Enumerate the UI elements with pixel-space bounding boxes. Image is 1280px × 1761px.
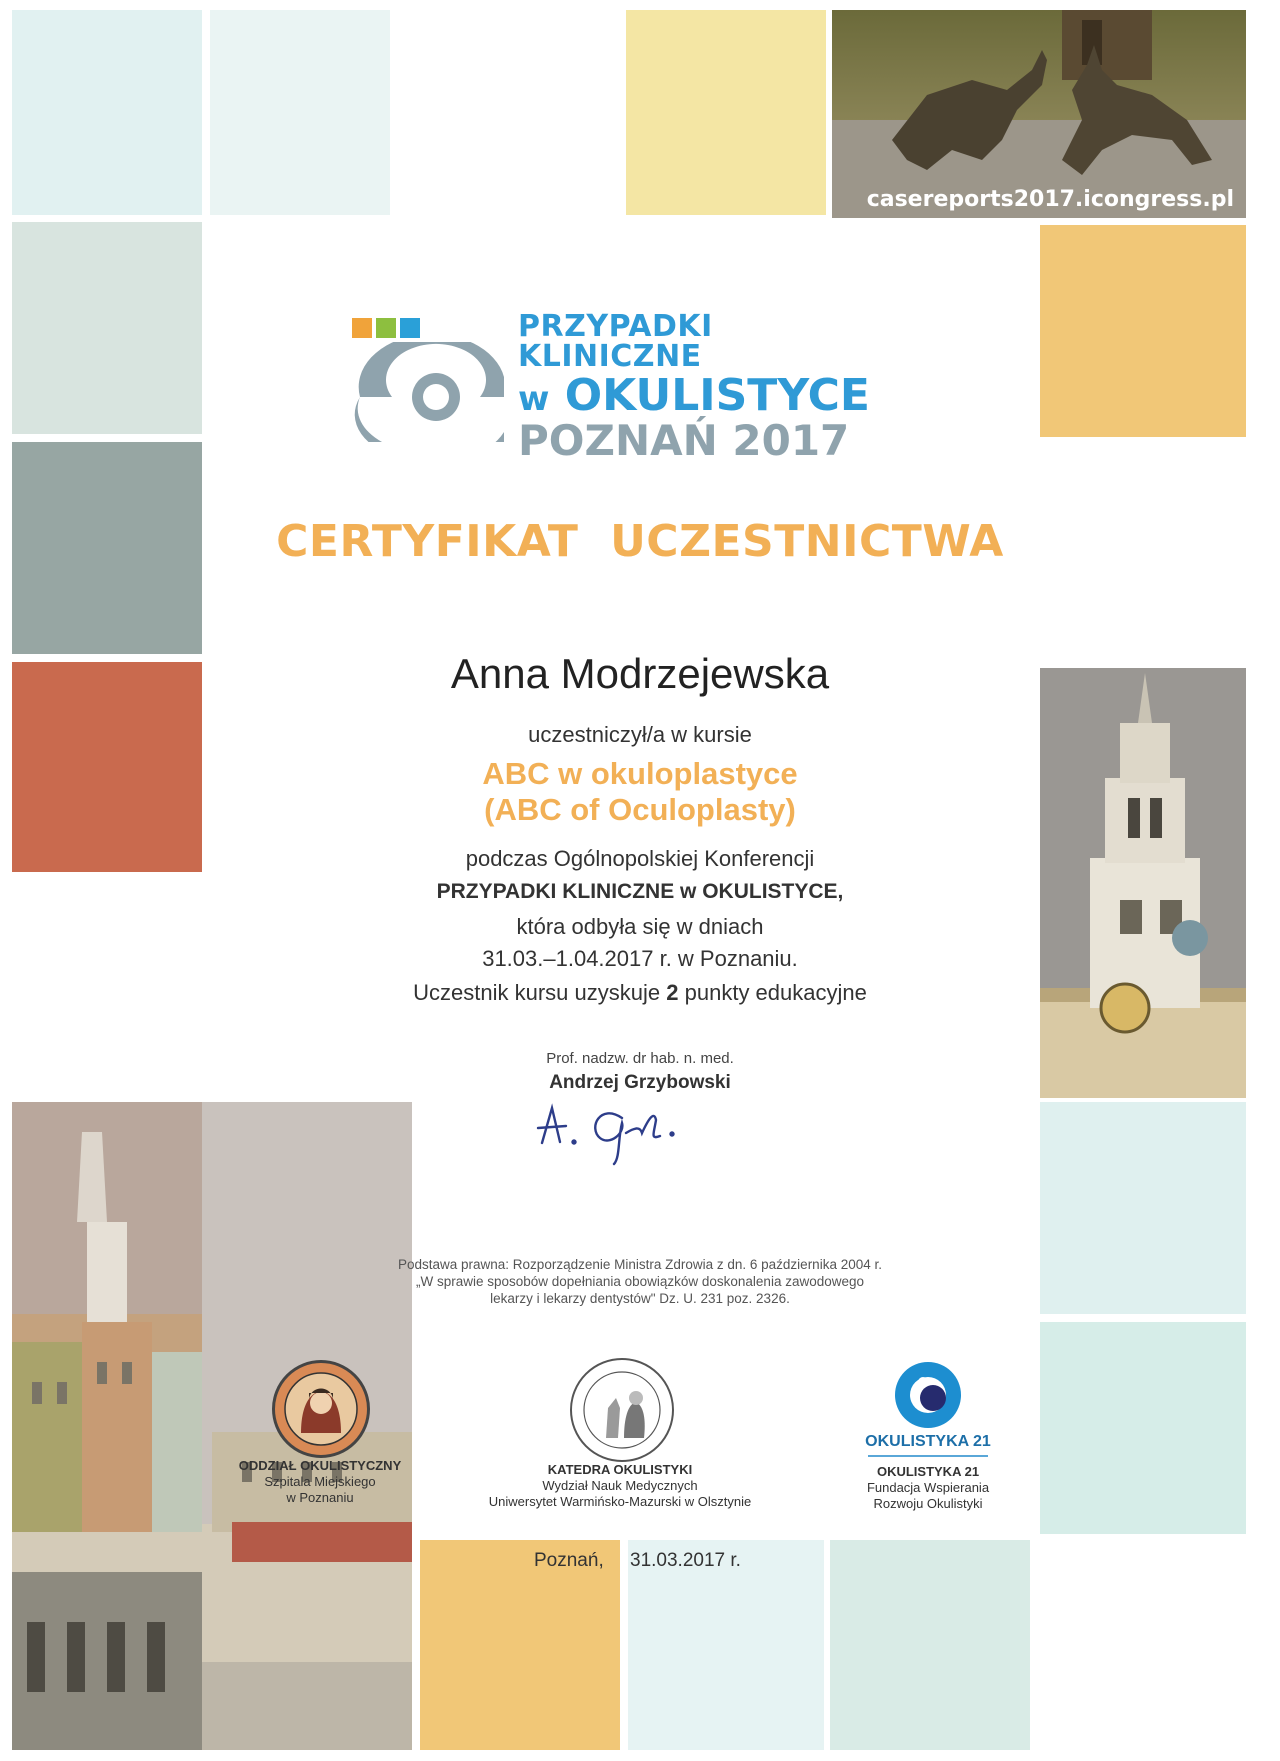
hospital-seal xyxy=(272,1360,370,1458)
issue-date: 31.03.2017 r. xyxy=(630,1550,741,1571)
signatory-title: Prof. nadzw. dr hab. n. med. xyxy=(546,1050,734,1067)
okulistyka21-logo-underline xyxy=(868,1455,988,1457)
participant-name: Anna Modrzejewska xyxy=(450,650,830,697)
legal-basis-line-3: lekarzy i lekarzy dentystów" Dz. U. 231 poz. 2326. xyxy=(490,1291,790,1306)
organizer-hospital xyxy=(210,1458,430,1506)
organizer-university-line-1: Wydział Nauk Medycznych xyxy=(542,1478,698,1493)
held-text: która odbyła się w dniach xyxy=(516,914,764,939)
logo-square-orange xyxy=(352,318,372,338)
tile-gold-right xyxy=(1040,225,1246,437)
tile-mint-right-2 xyxy=(1040,1322,1246,1534)
tile-yellow-top xyxy=(626,10,826,215)
organizer-foundation-line-1: Fundacja Wspierania xyxy=(866,1480,990,1495)
logo-line-3: POZNAŃ 2017 xyxy=(518,416,850,465)
place-label: Poznań, xyxy=(534,1550,604,1571)
legal-basis xyxy=(0,1256,1280,1307)
organizer-university-line-2: Uniwersytet Warmińsko-Mazurski w Olsztynie xyxy=(488,1494,752,1509)
organizer-university-name: KATEDRA OKULISTYKI xyxy=(547,1462,693,1477)
signatory-name: Andrzej Grzybowski xyxy=(549,1072,731,1093)
points-line xyxy=(0,980,1280,1006)
course-title-en: (ABC of Oculoplasty) xyxy=(484,792,796,827)
points-text-before: Uczestnik kursu uzyskuje xyxy=(413,980,661,1005)
legal-basis-line-1: Podstawa prawna: Rozporządzenie Ministra Zdrowia z dn. 6 października 2004 r. xyxy=(397,1257,882,1272)
legal-basis-line-2: „W sprawie sposobów dopełniania obowiązków doskonalenia zawodowego xyxy=(415,1274,865,1289)
organizer-hospital-line-1: Szpitala Miejskiego xyxy=(264,1474,376,1489)
university-seal xyxy=(570,1358,674,1462)
participated-text: uczestniczył/a w kursie xyxy=(528,722,752,747)
course-title-pl: ABC w okuloplastyce xyxy=(482,756,798,791)
eye-icon xyxy=(352,342,512,442)
logo-square-green xyxy=(376,318,396,338)
conference-logo xyxy=(352,309,900,465)
goats-statue-photo xyxy=(832,10,1246,218)
logo-line-2 xyxy=(518,370,900,421)
logo-line-1: PRZYPADKI KLINICZNE xyxy=(518,309,713,374)
handwritten-signature xyxy=(530,1098,700,1168)
points-text-after: punkty edukacyjne xyxy=(684,980,867,1005)
organizer-hospital-name: ODDZIAŁ OKULISTYCZNY xyxy=(238,1458,402,1473)
okulistyka21-eye-icon xyxy=(893,1360,963,1430)
tile-light-grey xyxy=(12,222,202,434)
organizer-foundation xyxy=(838,1464,1018,1512)
points-value: 2 xyxy=(666,980,679,1005)
organizer-hospital-line-2: w Poznaniu xyxy=(286,1490,354,1505)
organizer-university xyxy=(470,1462,770,1510)
logo-line-2-prefix: w xyxy=(518,379,550,419)
dates-place: 31.03.–1.04.2017 r. w Poznaniu. xyxy=(482,946,798,971)
tile-mint-top-left xyxy=(12,10,202,215)
tile-light-bottom xyxy=(830,1540,1030,1750)
tile-mint-top xyxy=(210,10,390,215)
during-text: podczas Ogólnopolskiej Konferencji xyxy=(465,846,815,871)
okulistyka21-logo-text: OKULISTYKA 21 xyxy=(865,1433,991,1450)
organizer-foundation-line-2: Rozwoju Okulistyki xyxy=(873,1496,983,1511)
logo-square-blue xyxy=(400,318,420,338)
certificate-title: CERTYFIKAT UCZESTNICTWA xyxy=(276,516,1004,567)
logo-line-2-main: OKULISTYCE xyxy=(564,370,870,421)
conference-name: PRZYPADKI KLINICZNE w OKULISTYCE, xyxy=(436,880,844,903)
website-url-overlay: casereports2017.icongress.pl xyxy=(866,187,1234,212)
organizer-foundation-name: OKULISTYKA 21 xyxy=(876,1464,980,1479)
